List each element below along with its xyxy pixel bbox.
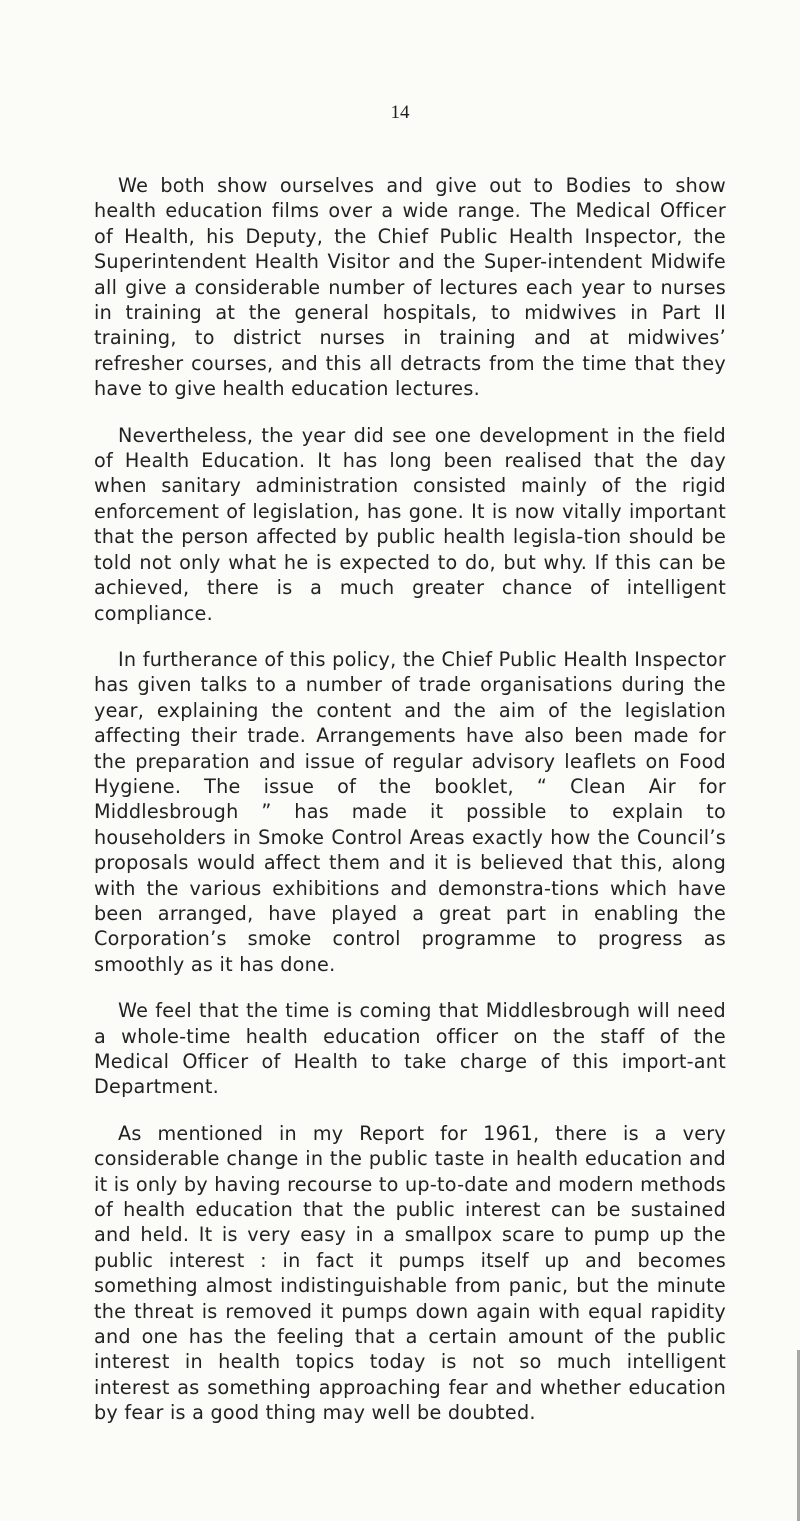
paragraph-health-education-films: We both show ourselves and give out to Bodies to show health education films over a wide range. The Medical Officer of Health, his Deputy, the Chief Public Health Inspector, the Superintendent Health Visitor and the Super-intendent Midwife all give a considerable number of lectures each year to nurses in training at the general hospitals, to midwives in Part II training, to district nurses in training and at midwives’ refresher courses, and this all detracts from the time that they have to give health education lectures. (94, 174, 726, 401)
paragraph-education-officer: We feel that the time is coming that Middlesbrough will need a whole-time health education officer on the staff of the Medical Officer of Health to take charge of this import-ant Department. (94, 999, 726, 1099)
paragraph-public-taste: As mentioned in my Report for 1961, there is a very considerable change in the public taste in health education and it is only by having recourse to up-to-date and modern methods of health education that the public interest can be sustained and held. It is very easy in a smallpox scare to pump up the public interest : in fact it pumps itself up and becomes something almost indistinguishable from panic, but the minute the threat is removed it pumps down again with equal rapidity and one has the feeling that a certain amount of the public interest in health topics today is not so much intelligent interest as something approaching fear and whether education by fear is a good thing may well be doubted. (94, 1121, 726, 1425)
paragraph-development: Nevertheless, the year did see one development in the field of Health Education. It has long been realised that the day when sanitary administration consisted mainly of the rigid enforcement of legislation, has gone. It is now vitally important that the person affected by public health legisla-tion should be told not only what he is expected to do, but why. If this can be achieved, there is a much greater chance of intelligent compliance. (94, 423, 726, 625)
paragraph-trade-talks: In furtherance of this policy, the Chief Public Health Inspector has given talks to a number of trade organisations during the year, explaining the content and the aim of the legislation affecting their trade. Arrangements have also been made for the preparation and issue of regular advisory leaflets on Food Hygiene. The issue of the booklet, “ Clean Air for Middlesbrough ” has made it possible to explain to householders in Smoke Control Areas exactly how the Council’s proposals would affect them and it is believed that this, along with the various exhibitions and demonstra-tions which have been arranged, have played a great part in enabling the Corporation’s smoke control programme to progress as smoothly as it has done. (94, 647, 726, 976)
body-text (94, 173, 726, 1426)
page-number: 14 (390, 102, 410, 123)
